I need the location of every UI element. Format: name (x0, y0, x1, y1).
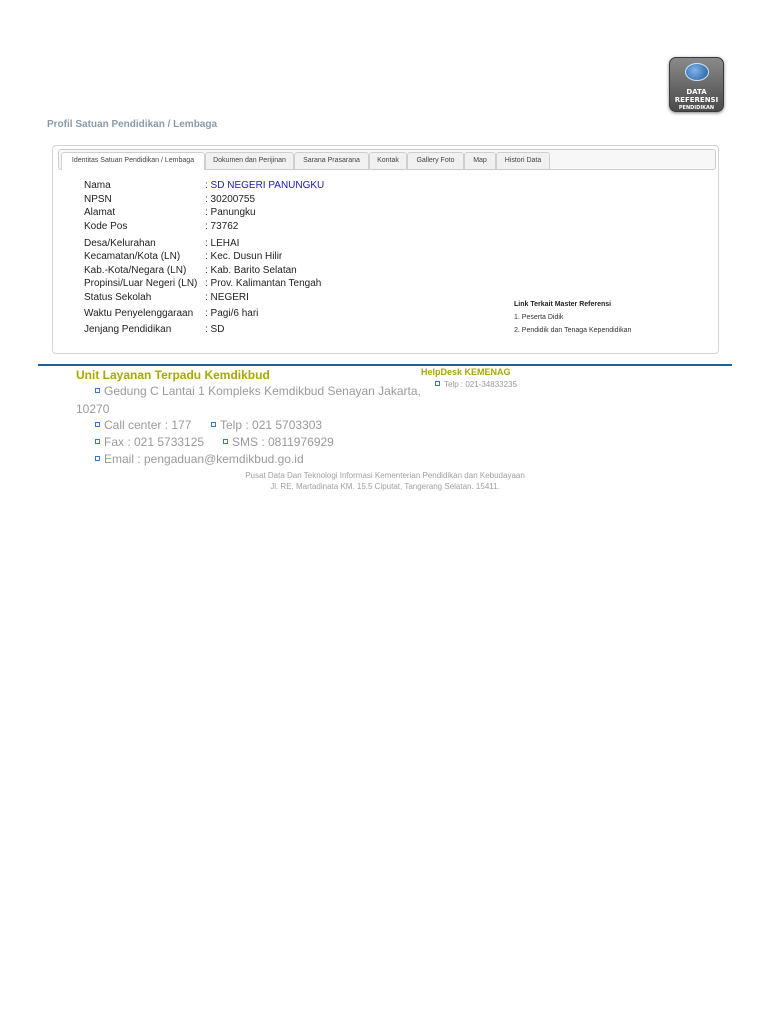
telp-item (211, 418, 322, 432)
field-label: Kode Pos (84, 221, 128, 232)
ult-title: Unit Layanan Terpadu Kemdikbud (76, 368, 270, 382)
page-title: Profil Satuan Pendidikan / Lembaga (47, 119, 218, 130)
logo-text-line1: DATA (686, 88, 707, 96)
call-center-text: Call center : 177 (104, 418, 192, 432)
bullet-icon (95, 422, 100, 427)
related-links-title: Link Terkait Master Referensi (514, 301, 612, 308)
tab-gallery[interactable]: Gallery Foto (407, 152, 464, 169)
tab-histori[interactable]: Histori Data (496, 152, 550, 169)
bullet-icon (95, 439, 100, 444)
tab-dokumen[interactable]: Dokumen dan Perijinan (205, 152, 294, 169)
address-postcode: 10270 (76, 402, 110, 416)
org-name: Pusat Data Dan Teknologi Informasi Kementerian Pendidikan dan Kebudayaan (245, 471, 525, 480)
field-value: : Pagi/6 hari (205, 308, 259, 319)
school-name-value: : SD NEGERI PANUNGKU (205, 180, 325, 191)
org-address: Jl. RE. Martadinata KM. 15.5 Ciputat, Tangerang Selatan. 15411. (270, 482, 500, 491)
field-label: Desa/Kelurahan (84, 238, 156, 249)
field-value: : Kec. Dusun Hilir (205, 251, 283, 262)
tab-map[interactable]: Map (464, 152, 496, 169)
field-value: : 30200755 (205, 194, 256, 205)
bullet-icon (95, 388, 100, 393)
field-value: : Prov. Kalimantan Tengah (205, 278, 322, 289)
related-link-pendidik[interactable]: 2. Pendidik dan Tenaga Kependidikan (514, 327, 632, 334)
bullet-icon (95, 456, 100, 461)
field-value: : SD (205, 324, 225, 335)
field-value: : Kab. Barito Selatan (205, 265, 297, 276)
field-label: Kecamatan/Kota (LN) (84, 251, 181, 262)
helpdesk-telp-text: Telp : 021-34833235 (444, 380, 517, 389)
tab-bar (58, 149, 716, 170)
data-referensi-logo[interactable] (669, 57, 724, 112)
footer-divider (38, 364, 732, 366)
field-label: Status Sekolah (84, 292, 152, 303)
fax-item (95, 435, 204, 449)
logo-text-line3: PENDIDIKAN (678, 105, 715, 111)
telp-text: Telp : 021 5703303 (220, 418, 323, 432)
logo-text-line2: REFERENSI (674, 96, 719, 104)
bullet-icon (435, 381, 440, 386)
helpdesk-telp (435, 380, 517, 389)
field-label: Alamat (84, 207, 116, 218)
field-label: Waktu Penyelenggaraan (84, 308, 194, 319)
field-value: : Panungku (205, 207, 256, 218)
bullet-icon (211, 422, 216, 427)
sms-text: SMS : 0811976929 (232, 435, 334, 449)
sms-item (223, 435, 334, 449)
field-value: : 73762 (205, 221, 239, 232)
helpdesk-title: HelpDesk KEMENAG (421, 367, 511, 377)
field-label: Jenjang Pendidikan (84, 324, 172, 335)
fax-text: Fax : 021 5733125 (104, 435, 205, 449)
call-center-item (95, 418, 191, 432)
tab-sarana[interactable]: Sarana Prasarana (294, 152, 369, 169)
globe-icon (685, 63, 709, 81)
tab-kontak[interactable]: Kontak (369, 152, 407, 169)
address-item (95, 384, 421, 398)
field-label: Propinsi/Luar Negeri (LN) (84, 278, 198, 289)
tab-identitas[interactable]: Identitas Satuan Pendidikan / Lembaga (61, 152, 205, 170)
field-value: : LEHAI (205, 238, 240, 249)
bullet-icon (223, 439, 228, 444)
email-item (95, 452, 304, 466)
profile-panel (52, 145, 719, 354)
field-label: NPSN (84, 194, 112, 205)
related-link-peserta-didik[interactable]: 1. Peserta Didik (514, 314, 564, 321)
email-text[interactable]: Email : pengaduan@kemdikbud.go.id (104, 452, 304, 466)
field-value: : NEGERI (205, 292, 249, 303)
field-label: Nama (84, 180, 111, 191)
address-text: Gedung C Lantai 1 Kompleks Kemdikbud Senayan Jakarta, (104, 384, 421, 398)
field-label: Kab.-Kota/Negara (LN) (84, 265, 187, 276)
